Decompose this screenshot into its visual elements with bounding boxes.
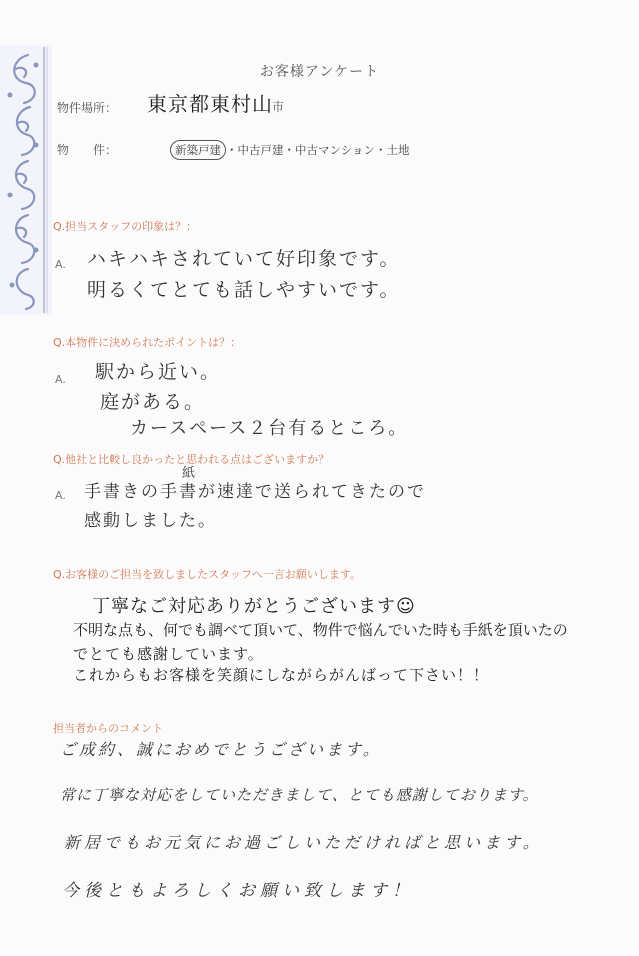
staff-comment-line-1: ご成約、誠におめでとうございます。 xyxy=(60,740,382,759)
question-4: Q.お客様のご担当を致しましたスタッフへ一言お願いします。 xyxy=(53,568,362,581)
staff-comment-line-3: 新居でもお元気にお過ごしいただければと思います。 xyxy=(64,833,543,852)
property-location-value: 東京都東村山 xyxy=(147,92,273,116)
answer-1-line-1: ハキハキされていて好印象です。 xyxy=(87,248,401,270)
answer-1-line-2: 明るくてとても話しやすいです。 xyxy=(87,279,401,301)
staff-comment-heading: 担当者からのコメント xyxy=(53,722,163,735)
property-type-label: 物 件： xyxy=(57,143,118,157)
page-title: お客様アンケート xyxy=(259,64,380,80)
property-location-label: 物件場所： xyxy=(57,101,118,115)
staff-comment-line-2: 常に丁寧な対応をしていただきまして、とても感謝しております。 xyxy=(60,786,539,804)
property-type-options xyxy=(174,140,409,160)
ornament-border xyxy=(0,45,52,315)
answer-2-line-2: 庭がある。 xyxy=(100,391,206,413)
property-location-suffix: 市 xyxy=(272,100,285,114)
answer-2-line-1: 駅から近い。 xyxy=(95,361,222,383)
answer-4-line-4: これからもお客様を笑顔にしながらがんばって下さい！！ xyxy=(73,666,490,684)
answer-4-line-2: 不明な点も、何でも調べて頂いて、物件で悩んでいた時も手紙を頂いたの xyxy=(73,621,568,639)
answer-4-line-3: でとても感謝しています。 xyxy=(73,645,264,663)
answer-1-prefix: A. xyxy=(55,258,66,271)
answer-3-line-2: 感動しました。 xyxy=(84,511,217,531)
answer-3-prefix: A. xyxy=(55,489,66,502)
question-1: Q.担当スタッフの印象は？： xyxy=(53,220,198,233)
answer-2-prefix: A. xyxy=(55,373,66,386)
question-3: Q.他社と比較し良かったと思われる点はございますか？ xyxy=(53,453,330,466)
staff-comment-line-4: 今後ともよろしくお願い致します！ xyxy=(62,881,414,901)
answer-4-line-1: 丁寧なご対応ありがとうございます☺ xyxy=(92,596,416,617)
question-2: Q.本物件に決められたポイントは？： xyxy=(53,336,242,349)
answer-3-line-1: 手書きの手書が速達で送られてきたので xyxy=(84,482,426,502)
property-type-others: ・中古戸建・中古マンション・土地 xyxy=(226,143,410,157)
answer-2-line-3: カースペース２台有るところ。 xyxy=(130,418,409,439)
answer-3-ruby: 紙 xyxy=(182,466,196,481)
property-type-selected: 新築戸建 xyxy=(170,140,226,160)
